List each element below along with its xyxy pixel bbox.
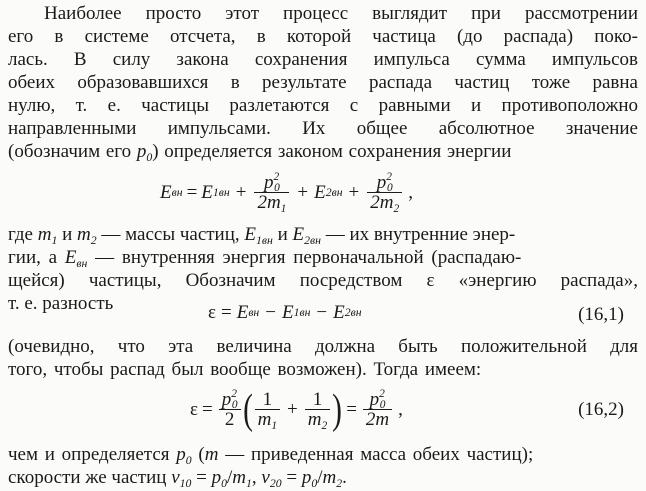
text-line <box>8 26 638 48</box>
var: p <box>301 467 312 488</box>
sub: 0 <box>379 399 386 412</box>
text: лась. В силу закона сохранения импульса сумма импульсов <box>8 49 638 70</box>
text: (обозначим его <box>8 141 137 162</box>
math-var <box>37 224 58 248</box>
fraction <box>254 170 289 215</box>
fraction <box>363 387 392 430</box>
op: + <box>297 182 309 203</box>
text: ) определяется законом сохранения энергии <box>152 141 512 162</box>
equation-3 <box>190 383 403 437</box>
punct: , <box>398 399 403 420</box>
text: — массы частиц, <box>96 224 245 245</box>
text: скорости же частиц <box>8 467 172 488</box>
sub: 0 <box>185 454 192 468</box>
op: + <box>235 182 247 203</box>
text-line <box>8 293 113 315</box>
math-var <box>261 467 282 491</box>
sym: ε <box>190 399 198 420</box>
sym: E <box>333 302 345 323</box>
text-line <box>8 444 638 466</box>
sub: 2 <box>336 477 343 491</box>
text: направленными импульсами. Их общее абсолютное значение <box>8 118 638 139</box>
text-line <box>8 359 638 381</box>
sub: 1 <box>246 477 252 491</box>
left-paren: ( <box>242 387 253 433</box>
text-line <box>8 95 638 117</box>
text: — внутренняя энергия первоначальной (распадаю- <box>87 247 522 268</box>
op: + <box>348 182 360 203</box>
sub: 1 <box>51 234 58 248</box>
op: / <box>227 467 233 488</box>
sym: 1 <box>312 388 323 410</box>
sym: E <box>236 302 249 323</box>
equation-2: ε = E вн − E 1вн − E 2вн <box>208 302 362 323</box>
math-var <box>292 224 321 248</box>
sym: 2m <box>365 408 390 430</box>
text-line <box>8 224 638 246</box>
text: обеих образовавшихся в результате распада частиц тоже равна <box>8 72 638 93</box>
sub: 0 <box>274 182 280 195</box>
var: v <box>261 467 270 488</box>
fraction <box>219 387 241 430</box>
var: v <box>171 467 180 488</box>
fraction <box>255 388 280 432</box>
equation-1: E вн = E 1вн + $\frac{p^2_0}{2m_1}$ + E 2вн + $\frac{p^2_0}{2m_2}$ , <box>160 170 413 215</box>
sub: 0 <box>386 182 393 195</box>
sub: вн <box>76 257 88 271</box>
text-line <box>8 467 638 489</box>
text: т. е. разность <box>8 293 114 314</box>
op: = <box>346 399 357 420</box>
var: E <box>64 247 77 268</box>
var: p <box>176 444 186 465</box>
text: и <box>272 224 293 245</box>
text: того, чтобы распад был вообще возможен). Тогда имеем: <box>8 359 482 380</box>
math-var <box>136 141 153 165</box>
sup: 2 <box>379 387 385 400</box>
var: m <box>232 467 247 488</box>
sub: 0 <box>146 151 153 165</box>
op: − <box>265 302 276 323</box>
sup: 2 <box>386 170 392 183</box>
sym: E <box>314 182 326 203</box>
sub: 2вн <box>304 234 321 248</box>
text-line <box>44 3 638 25</box>
sub: 1 <box>271 419 278 432</box>
math-var <box>64 247 88 271</box>
sym: E <box>160 182 172 203</box>
punct: , <box>408 182 413 203</box>
var: m <box>37 224 52 245</box>
text: щейся) частицы, Обозначим посредством ε «энергию распада», <box>8 270 638 291</box>
sub: 2 <box>321 419 328 432</box>
var: p <box>211 467 222 488</box>
text: гии, а <box>8 247 65 268</box>
math-var <box>244 224 273 248</box>
sub: 0 <box>221 477 228 491</box>
math-var <box>77 224 97 248</box>
sym: E <box>201 182 213 203</box>
op: = <box>186 182 198 203</box>
text-line <box>8 49 638 71</box>
op: + <box>287 399 298 420</box>
sub: 0 <box>311 477 318 491</box>
equation-number: (16,1) <box>578 304 624 325</box>
sub: 2 <box>90 234 97 248</box>
sym: E <box>281 302 294 323</box>
sup: 2 <box>273 170 280 183</box>
sym: m <box>307 408 322 430</box>
op: = <box>220 302 232 323</box>
sym: p <box>221 388 232 410</box>
equation-number: (16,2) <box>578 399 624 420</box>
sym: m <box>257 408 272 430</box>
text: (очевидно, что эта величина должна быть положительной для <box>8 336 638 357</box>
text-line <box>8 247 638 269</box>
sym: p <box>369 388 380 410</box>
sub: 20 <box>269 477 282 491</box>
op: − <box>316 302 328 323</box>
sym: p <box>263 171 274 193</box>
text: его в системе отсчета, в которой частица (до распада) поко- <box>8 26 638 47</box>
right-paren: ) <box>332 387 343 433</box>
text: ( <box>191 444 205 465</box>
var: p <box>136 141 147 162</box>
math-var <box>301 467 318 491</box>
text: чем и определяется <box>8 444 177 465</box>
sub: 10 <box>179 477 192 491</box>
math-var <box>211 467 228 491</box>
var: m <box>322 467 337 488</box>
text-line <box>8 336 638 358</box>
var: E <box>292 224 305 245</box>
text: — приведенная масса обеих частиц); <box>218 444 534 465</box>
op: = <box>191 467 212 488</box>
text: где <box>8 224 38 245</box>
math-var <box>232 467 252 491</box>
sym: ε <box>208 302 216 323</box>
sym: 2 <box>224 408 235 430</box>
text: и <box>57 224 77 245</box>
sub: 1 <box>280 202 287 215</box>
sym: p <box>376 171 387 193</box>
var: E <box>244 224 257 245</box>
text-line <box>8 118 638 140</box>
sub: 2 <box>393 202 400 215</box>
sym: 2m <box>257 191 281 213</box>
text: Наиболее просто этот процесс выглядит при рассмотрении <box>44 3 638 24</box>
text: нулю, т. е. частицы разлетаются с равными и противоположно <box>8 95 638 116</box>
fraction <box>367 170 402 215</box>
text-line <box>8 141 638 163</box>
var: m <box>77 224 91 245</box>
op: = <box>201 399 213 420</box>
punct: . <box>342 467 347 488</box>
sub: 0 <box>231 399 238 412</box>
op: = <box>281 467 302 488</box>
math-var <box>322 467 343 491</box>
sym: 2m <box>370 191 394 213</box>
sub: 1вн <box>256 234 273 248</box>
sym: 1 <box>262 388 273 410</box>
math-var <box>171 467 192 491</box>
punct: , <box>251 467 262 488</box>
text-line <box>8 270 638 292</box>
var: m <box>204 444 219 465</box>
sup: 2 <box>231 387 237 400</box>
text: — их внутренние энер- <box>320 224 516 245</box>
op: / <box>317 467 323 488</box>
fraction <box>305 388 330 432</box>
math-var <box>176 444 192 468</box>
text-line <box>8 72 638 94</box>
